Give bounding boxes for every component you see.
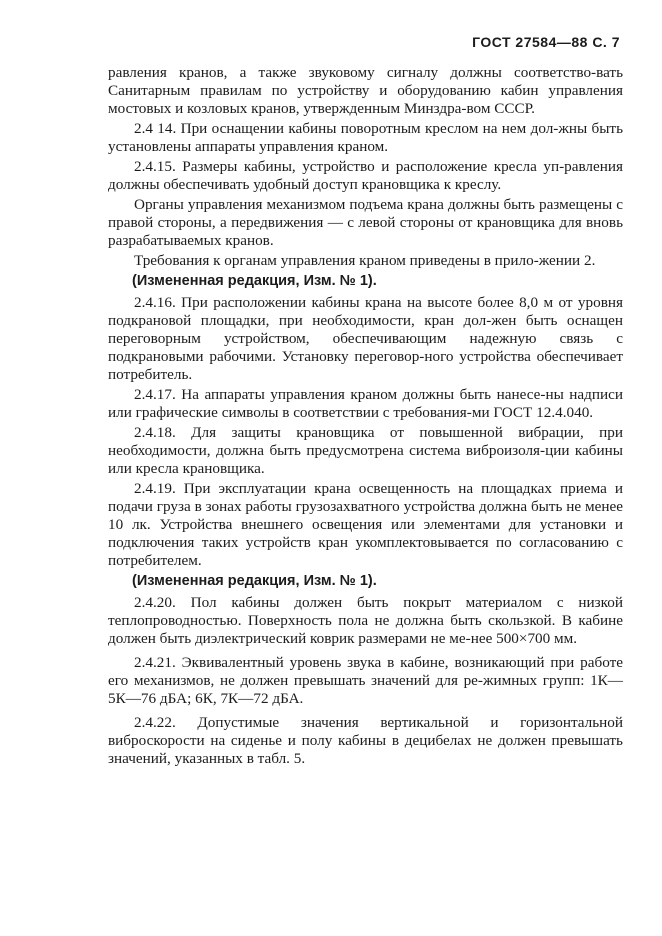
paragraph-2-4-20: 2.4.20. Пол кабины должен быть покрыт материалом с низкой теплопроводностью. Поверхность пола не должна быть скользкой. В кабине должен быть диэлектрический коврик размерами не ме-нее 500×700 мм. xyxy=(108,594,623,647)
paragraph-2-4-14: 2.4 14. При оснащении кабины поворотным креслом на нем дол-жны быть установлены аппараты управления краном. xyxy=(108,120,623,155)
paragraph-2-4-17: 2.4.17. На аппараты управления краном должны быть нанесе-ны надписи или графические символы в соответствии с требования-ми ГОСТ 12.4.040. xyxy=(108,386,623,421)
page-header: ГОСТ 27584—88 С. 7 xyxy=(472,34,620,50)
paragraph-appendix-ref: Требования к органам управления краном приведены в прило-жении 2. xyxy=(134,252,596,269)
paragraph-2-4-22: 2.4.22. Допустимые значения вертикальной и горизонтальной виброскорости на сиденье и полу кабины в децибелах не должен превышать значений, указанных в табл. 5. xyxy=(108,714,623,767)
paragraph-2-4-16: 2.4.16. При расположении кабины крана на высоте более 8,0 м от уровня подкрановой площадки, при необходимости, кран дол-жен быть оснащен переговорным устройством, обеспечивающим надежную связь с подкрановыми рабочими. Установку переговор-ного устройства обеспечивает потребитель. xyxy=(108,294,623,383)
paragraph-2-4-18: 2.4.18. Для защиты крановщика от повышенной вибрации, при необходимости, должна быть предусмотрена система виброизоля-ции кабины или кресла крановщика. xyxy=(108,424,623,477)
paragraph-intro: равления кранов, а также звуковому сигналу должны соответство-вать Санитарным правилам по устройству и оборудованию кабин управления мостовых и козловых кранов, утвержденным Минздра-вом СССР. xyxy=(108,64,623,117)
amendment-note: (Измененная редакция, Изм. № 1). xyxy=(132,273,377,289)
document-body xyxy=(108,64,623,770)
paragraph-2-4-21: 2.4.21. Эквивалентный уровень звука в кабине, возникающий при работе его механизмов, не должен превышать значений для ре-жимных групп: 1К—5К—76 дБА; 6К, 7К—72 дБА. xyxy=(108,654,623,707)
paragraph-controls-placement: Органы управления механизмом подъема крана должны быть размещены с правой стороны, а передвижения — с левой стороны от крановщика для вновь разрабатываемых кранов. xyxy=(108,196,623,249)
amendment-note: (Измененная редакция, Изм. № 1). xyxy=(132,573,377,589)
paragraph-2-4-15: 2.4.15. Размеры кабины, устройство и расположение кресла уп-равления должны обеспечивать удобный доступ крановщика к креслу. xyxy=(108,158,623,193)
paragraph-2-4-19: 2.4.19. При эксплуатации крана освещенность на площадках приема и подачи груза в зонах работы грузозахватного устройства должна быть не менее 10 лк. Устройства внешнего освещения или элементами для установки и подключения таких устройств кран укомплектовывается по согласованию с потребителем. xyxy=(108,480,623,569)
